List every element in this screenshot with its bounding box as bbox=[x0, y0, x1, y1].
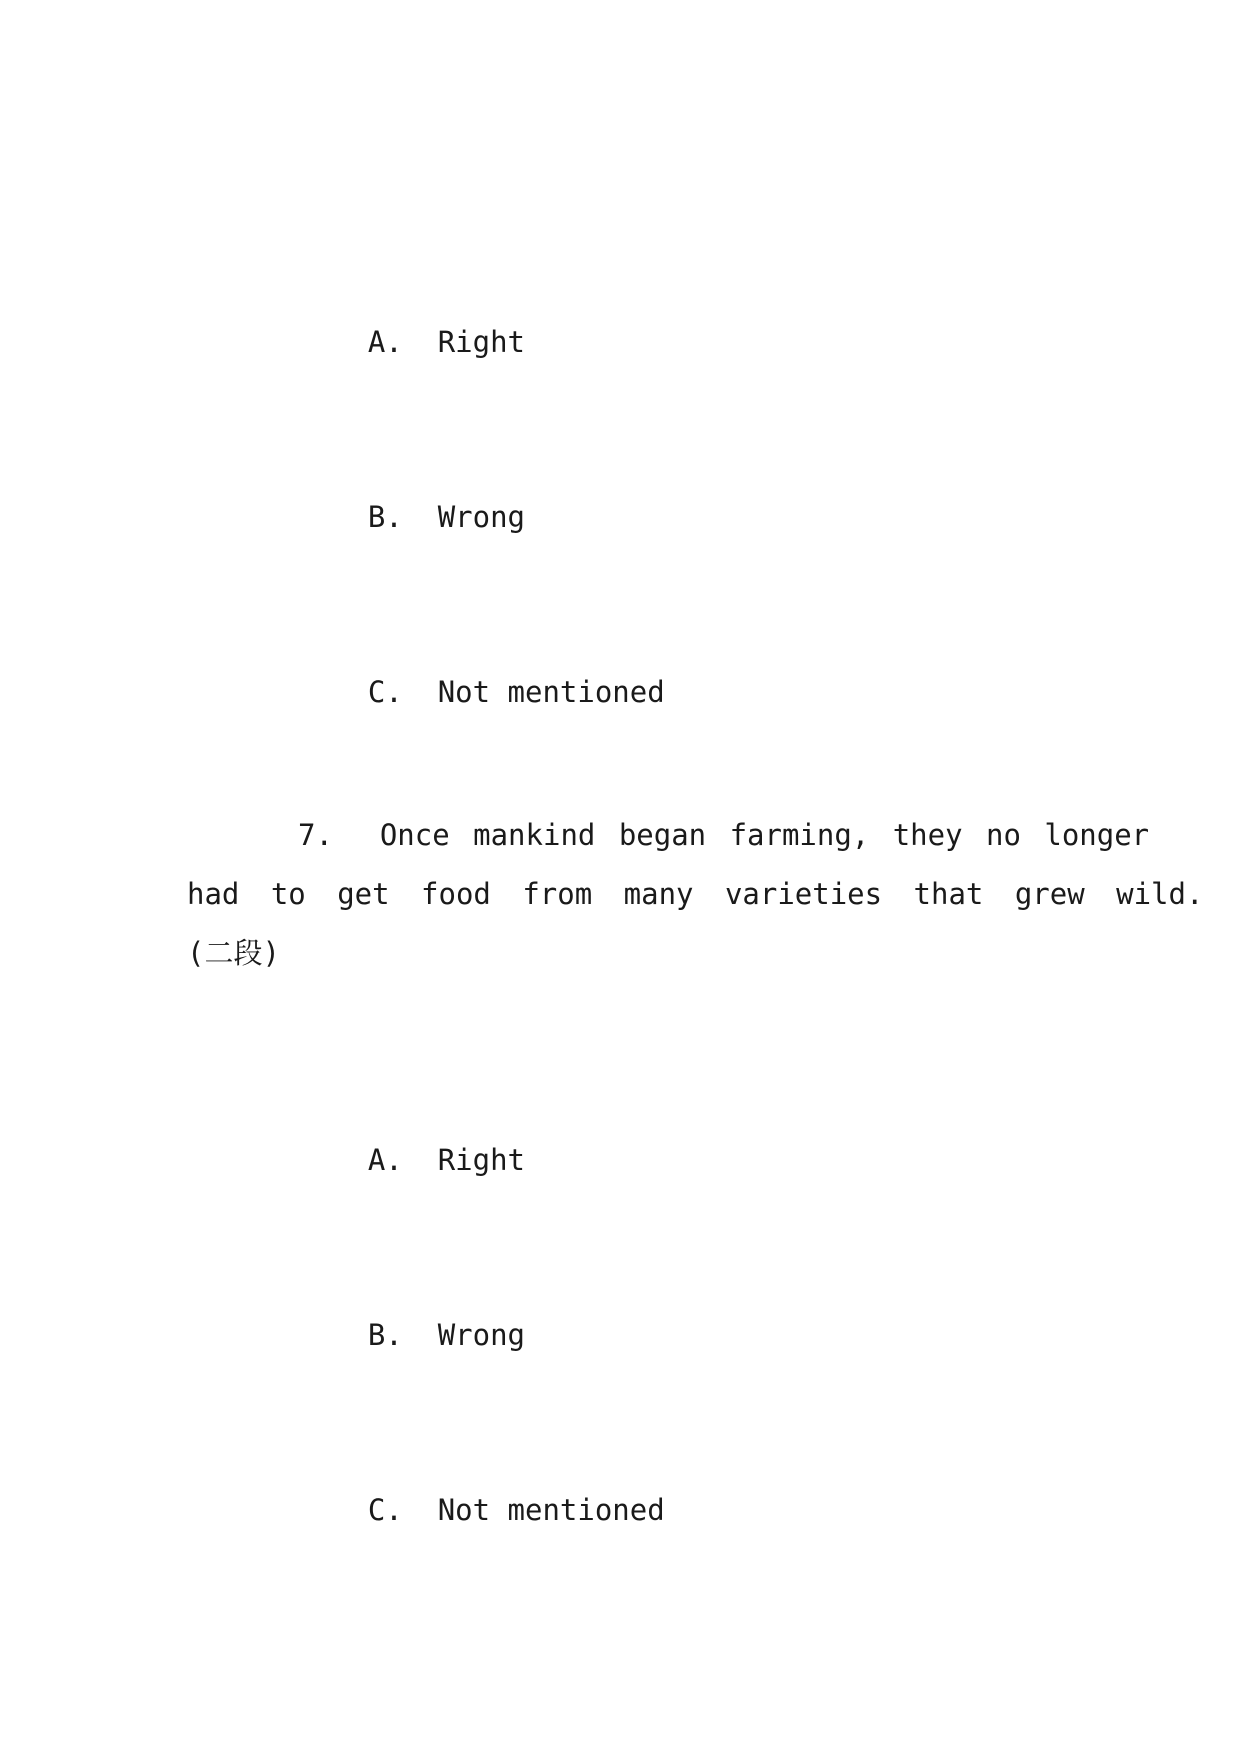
q7-option-a bbox=[298, 1100, 525, 1220]
q6-option-b bbox=[298, 457, 525, 577]
question-number: 7. bbox=[298, 818, 333, 852]
option-text: Not mentioned bbox=[437, 1493, 665, 1527]
option-text: Wrong bbox=[437, 500, 525, 534]
paragraph-reference: (二段) bbox=[187, 936, 280, 970]
option-letter: C. bbox=[367, 1493, 403, 1527]
option-text: Not mentioned bbox=[437, 675, 665, 709]
q6-option-a bbox=[298, 282, 525, 402]
option-letter: A. bbox=[367, 1143, 403, 1177]
option-letter: B. bbox=[367, 500, 403, 534]
question-7-stem bbox=[187, 806, 1204, 983]
option-letter: A. bbox=[367, 325, 403, 359]
option-letter: B. bbox=[367, 1318, 403, 1352]
option-text: Right bbox=[437, 325, 525, 359]
option-text: Right bbox=[437, 1143, 525, 1177]
question-text: Once mankind began farming, they no longer bbox=[379, 818, 1150, 852]
option-text: Wrong bbox=[437, 1318, 525, 1352]
option-letter: C. bbox=[367, 675, 403, 709]
q7-option-c bbox=[298, 1450, 665, 1570]
q7-option-b bbox=[298, 1275, 525, 1395]
q6-option-c bbox=[298, 632, 665, 752]
question-7-line-1 bbox=[187, 806, 1150, 865]
question-7-line-2: had to get food from many varieties that grew wild. bbox=[187, 877, 1204, 911]
